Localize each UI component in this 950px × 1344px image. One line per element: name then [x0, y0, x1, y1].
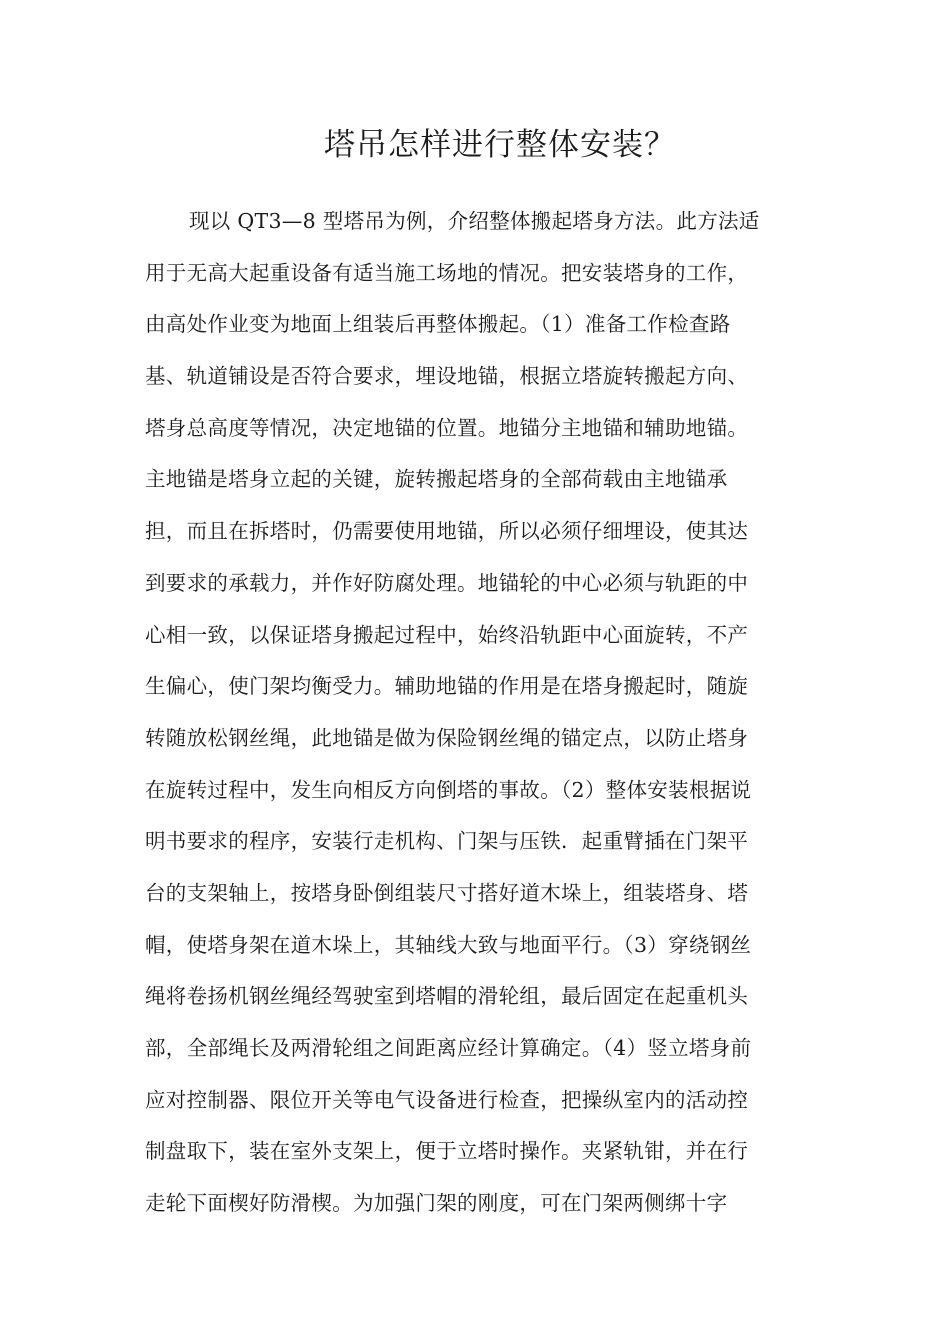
text-line: 担，而且在拆塔时，仍需要使用地锚，所以必须仔细埋设，使其达 [145, 519, 749, 544]
text-line: 台的支架轴上，按塔身卧倒组装尺寸搭好道木垛上，组装塔身、塔 [145, 880, 749, 905]
text-line: 部，全部绳长及两滑轮组之间距离应经计算确定。（4）竖立塔身前 [145, 1036, 752, 1060]
text-line: 转随放松钢丝绳，此地锚是做为保险钢丝绳的锚定点，以防止塔身 [145, 725, 749, 750]
text-line: 用于无高大起重设备有适当施工场地的情况。把安装塔身的工作， [145, 260, 749, 285]
text-line: 到要求的承载力，并作好防腐处理。地锚轮的中心必须与轨距的中 [145, 570, 749, 595]
text-line: 现以 QT3—8 型塔吊为例，介绍整体搬起塔身方法。此方法适 [189, 209, 760, 233]
text-line: 走轮下面楔好防滑楔。为加强门架的刚度，可在门架两侧绑十字 [145, 1191, 728, 1216]
body-paragraph [145, 196, 825, 1230]
text-line: 生偏心，使门架均衡受力。辅助地锚的作用是在塔身搬起时，随旋 [145, 674, 749, 699]
text-line: 基、轨道铺设是否符合要求，埋设地锚，根据立塔旋转搬起方向、 [145, 364, 749, 389]
text-line: 制盘取下，装在室外支架上，便于立塔时操作。夹紧轨钳，并在行 [145, 1139, 749, 1164]
text-line: 帽，使塔身架在道木垛上，其轴线大致与地面平行。（3）穿绕钢丝 [145, 932, 752, 957]
text-line: 应对控制器、限位开关等电气设备进行检查，把操纵室内的活动控 [145, 1087, 749, 1112]
text-line: 绳将卷扬机钢丝绳经驾驶室到塔帽的滑轮组，最后固定在起重机头 [145, 984, 749, 1009]
text-line: 在旋转过程中，发生向相反方向倒塔的事故。（2）整体安装根据说 [145, 777, 752, 802]
text-line: 主地锚是塔身立起的关键，旋转搬起塔身的全部荷载由主地锚承 [145, 467, 728, 492]
text-line: 塔身总高度等情况，决定地锚的位置。地锚分主地锚和辅助地锚。 [145, 415, 749, 440]
text-line: 明书要求的程序，安装行走机构、门架与压铁．起重臂插在门架平 [145, 829, 749, 854]
page-title: 塔吊怎样进行整体安装？ [324, 127, 676, 163]
text-line: 心相一致，以保证塔身搬起过程中，始终沿轨距中心面旋转，不产 [145, 622, 749, 647]
text-line: 由高处作业变为地面上组装后再整体搬起。（1）准备工作检查路 [145, 312, 731, 337]
